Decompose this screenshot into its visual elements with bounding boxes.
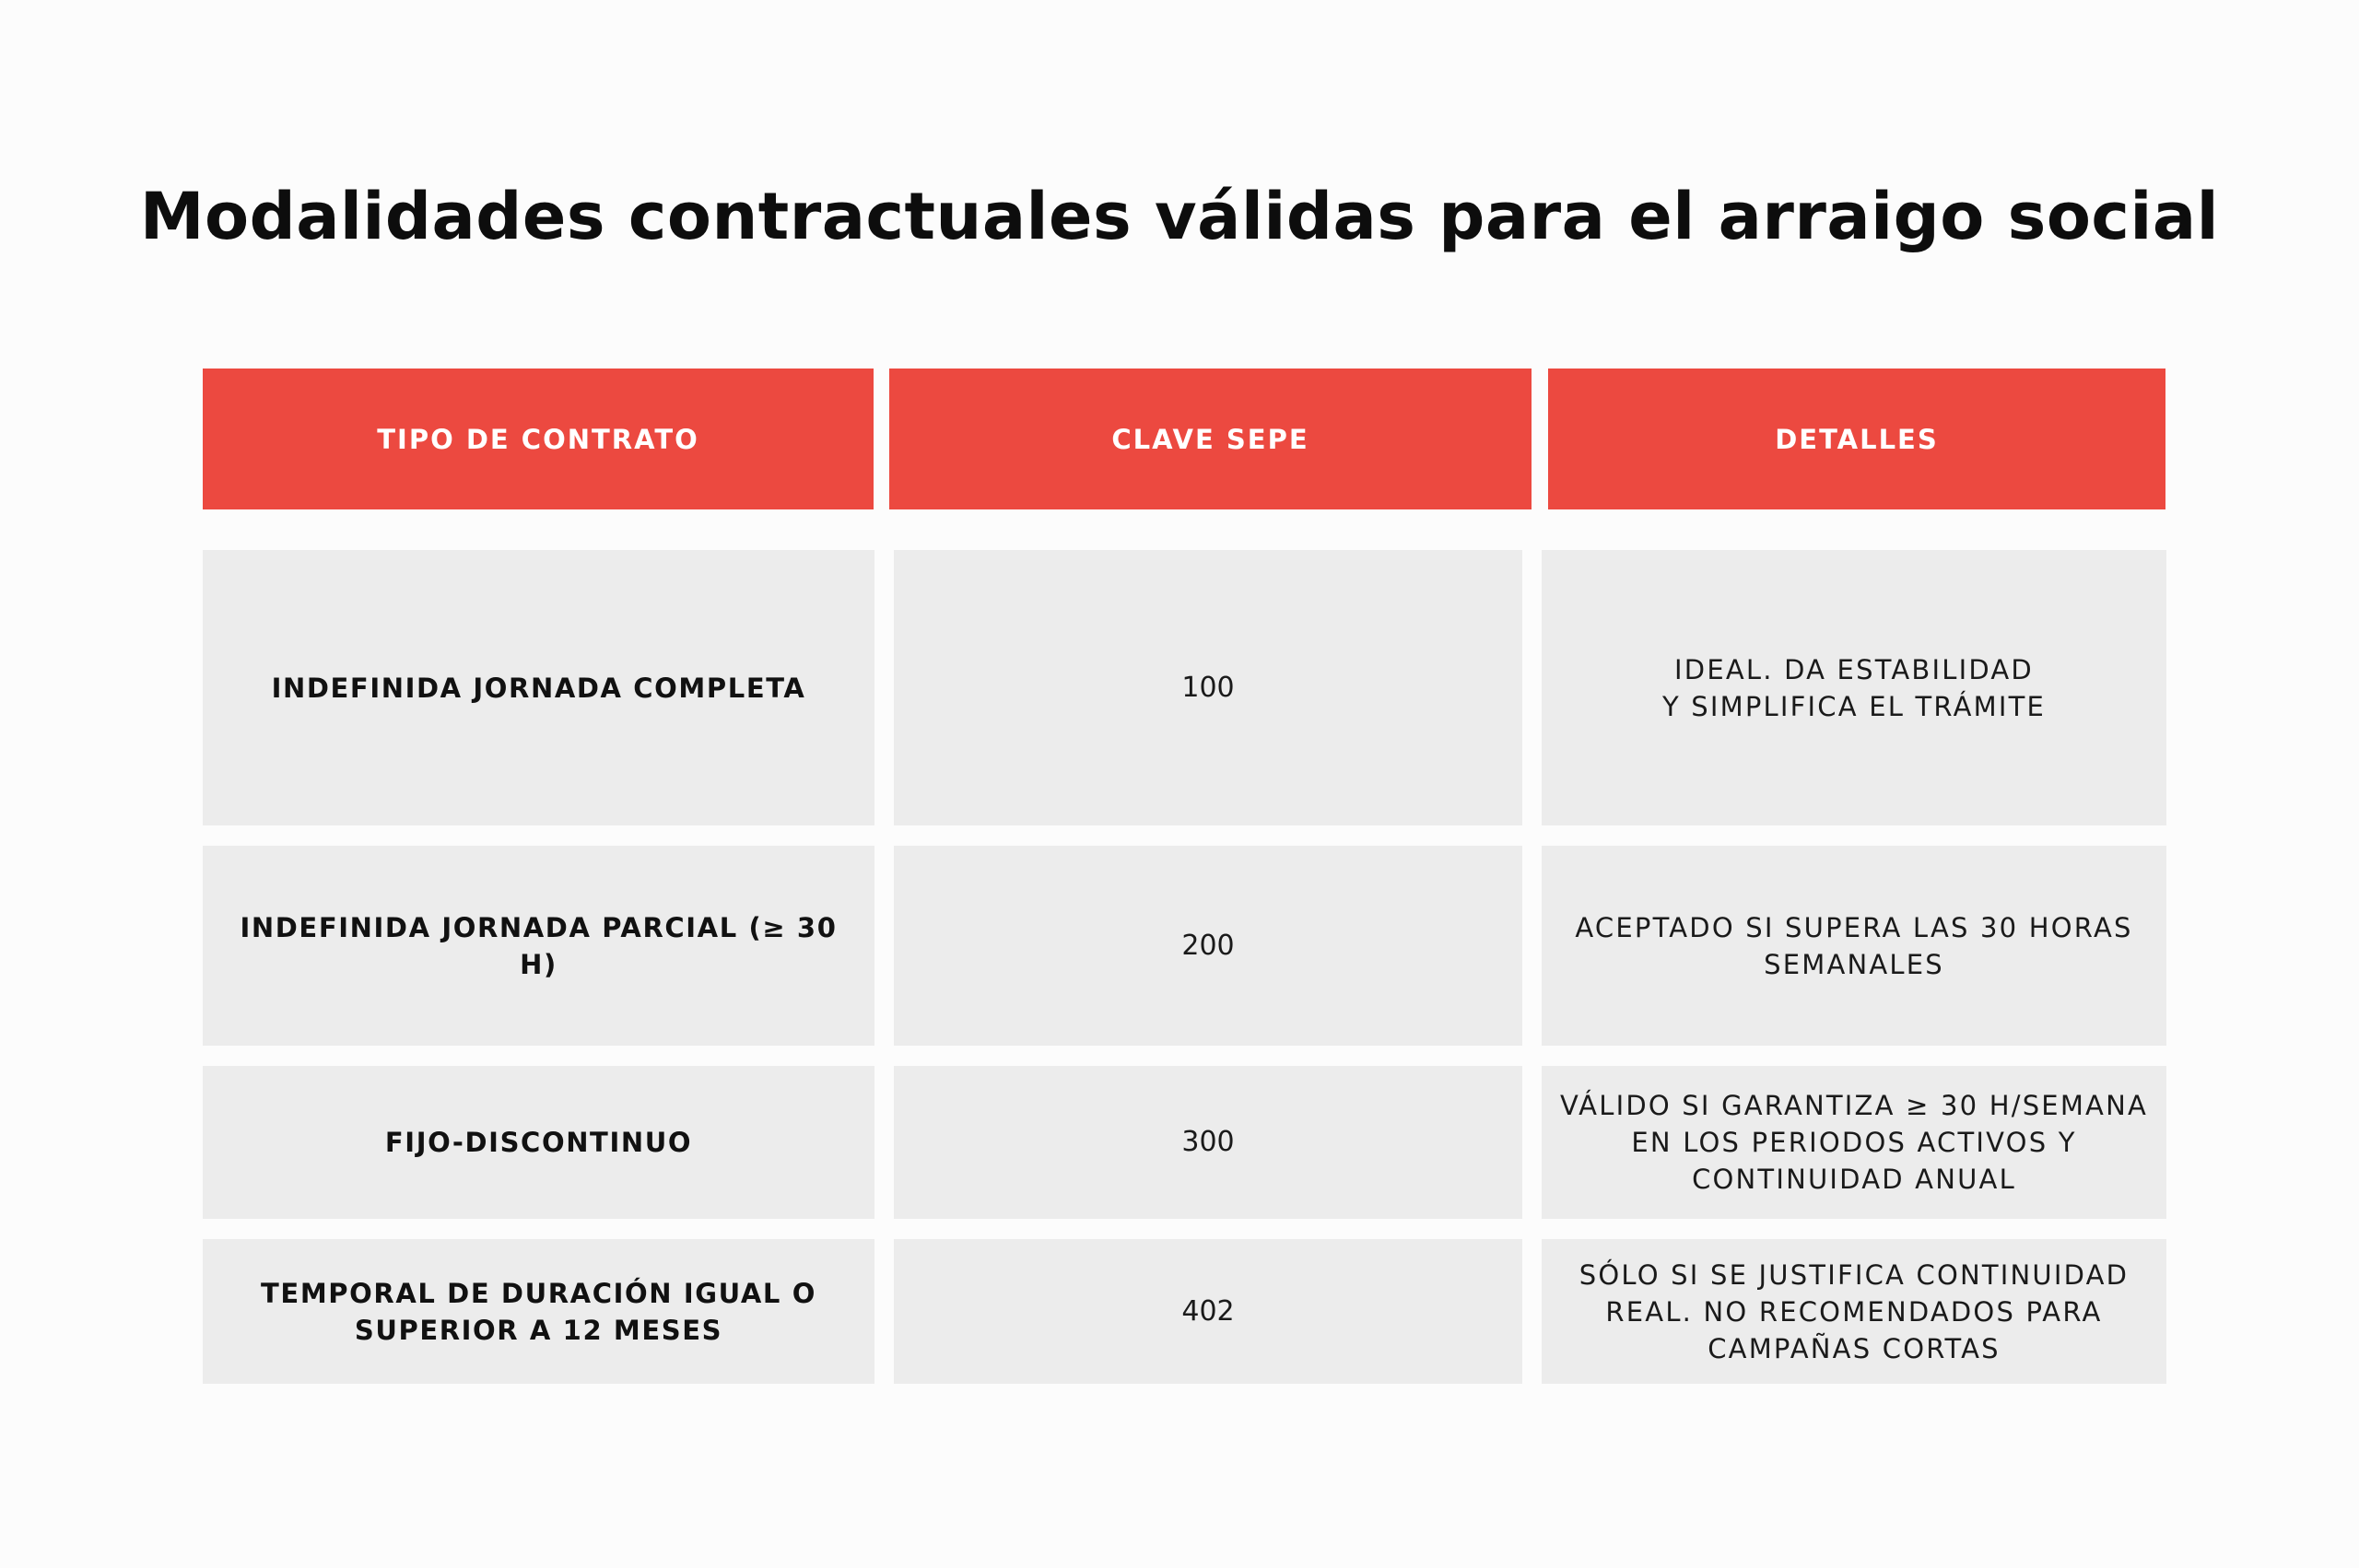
header-label: DETALLES — [1775, 423, 1939, 455]
cell-text: 402 — [1181, 1294, 1235, 1328]
cell-text: 200 — [1181, 929, 1235, 962]
cell-text: VÁLIDO SI GARANTIZA ≥ 30 H/SEMANA EN LOS PERIODOS ACTIVOS Y CONTINUIDAD ANUAL — [1559, 1090, 2149, 1195]
header-detalles — [1548, 369, 2165, 509]
table-row-3-detalles — [1542, 1066, 2166, 1219]
table-row-2-detalles — [1542, 846, 2166, 1046]
cell-text: IDEAL. DA ESTABILIDAD Y SIMPLIFICA EL TRÁMITE — [1661, 653, 2047, 722]
cell-text: INDEFINIDA JORNADA COMPLETA — [271, 672, 806, 704]
cell-text: FIJO-DISCONTINUO — [384, 1127, 693, 1158]
cell-text: TEMPORAL DE DURACIÓN IGUAL O SUPERIOR A 12 MESES — [261, 1277, 816, 1346]
table-row-4-clave — [894, 1239, 1522, 1384]
cell-text: 100 — [1181, 671, 1235, 704]
table-row-3-clave — [894, 1066, 1522, 1219]
page-title: Modalidades contractuales válidas para el arraigo social — [139, 178, 2220, 254]
table-row-2-tipo — [203, 846, 874, 1046]
table-row-2-clave — [894, 846, 1522, 1046]
header-tipo-de-contrato — [203, 369, 874, 509]
table-row-1-tipo — [203, 550, 874, 825]
header-clave-sepe — [889, 369, 1532, 509]
cell-text: ACEPTADO SI SUPERA LAS 30 HORAS SEMANALES — [1575, 911, 2133, 980]
table-row-4-detalles — [1542, 1239, 2166, 1384]
cell-text: 300 — [1181, 1126, 1235, 1158]
cell-text: INDEFINIDA JORNADA PARCIAL (≥ 30 H) — [240, 911, 838, 980]
header-label: TIPO DE CONTRATO — [377, 423, 699, 455]
table-row-3-tipo — [203, 1066, 874, 1219]
header-label: CLAVE SEPE — [1111, 423, 1309, 455]
table-row-4-tipo — [203, 1239, 874, 1384]
cell-text: SÓLO SI SE JUSTIFICA CONTINUIDAD REAL. NO RECOMENDADOS PARA CAMPAÑAS CORTAS — [1579, 1258, 2130, 1364]
table-row-1-detalles — [1542, 550, 2166, 825]
table-row-1-clave — [894, 550, 1522, 825]
